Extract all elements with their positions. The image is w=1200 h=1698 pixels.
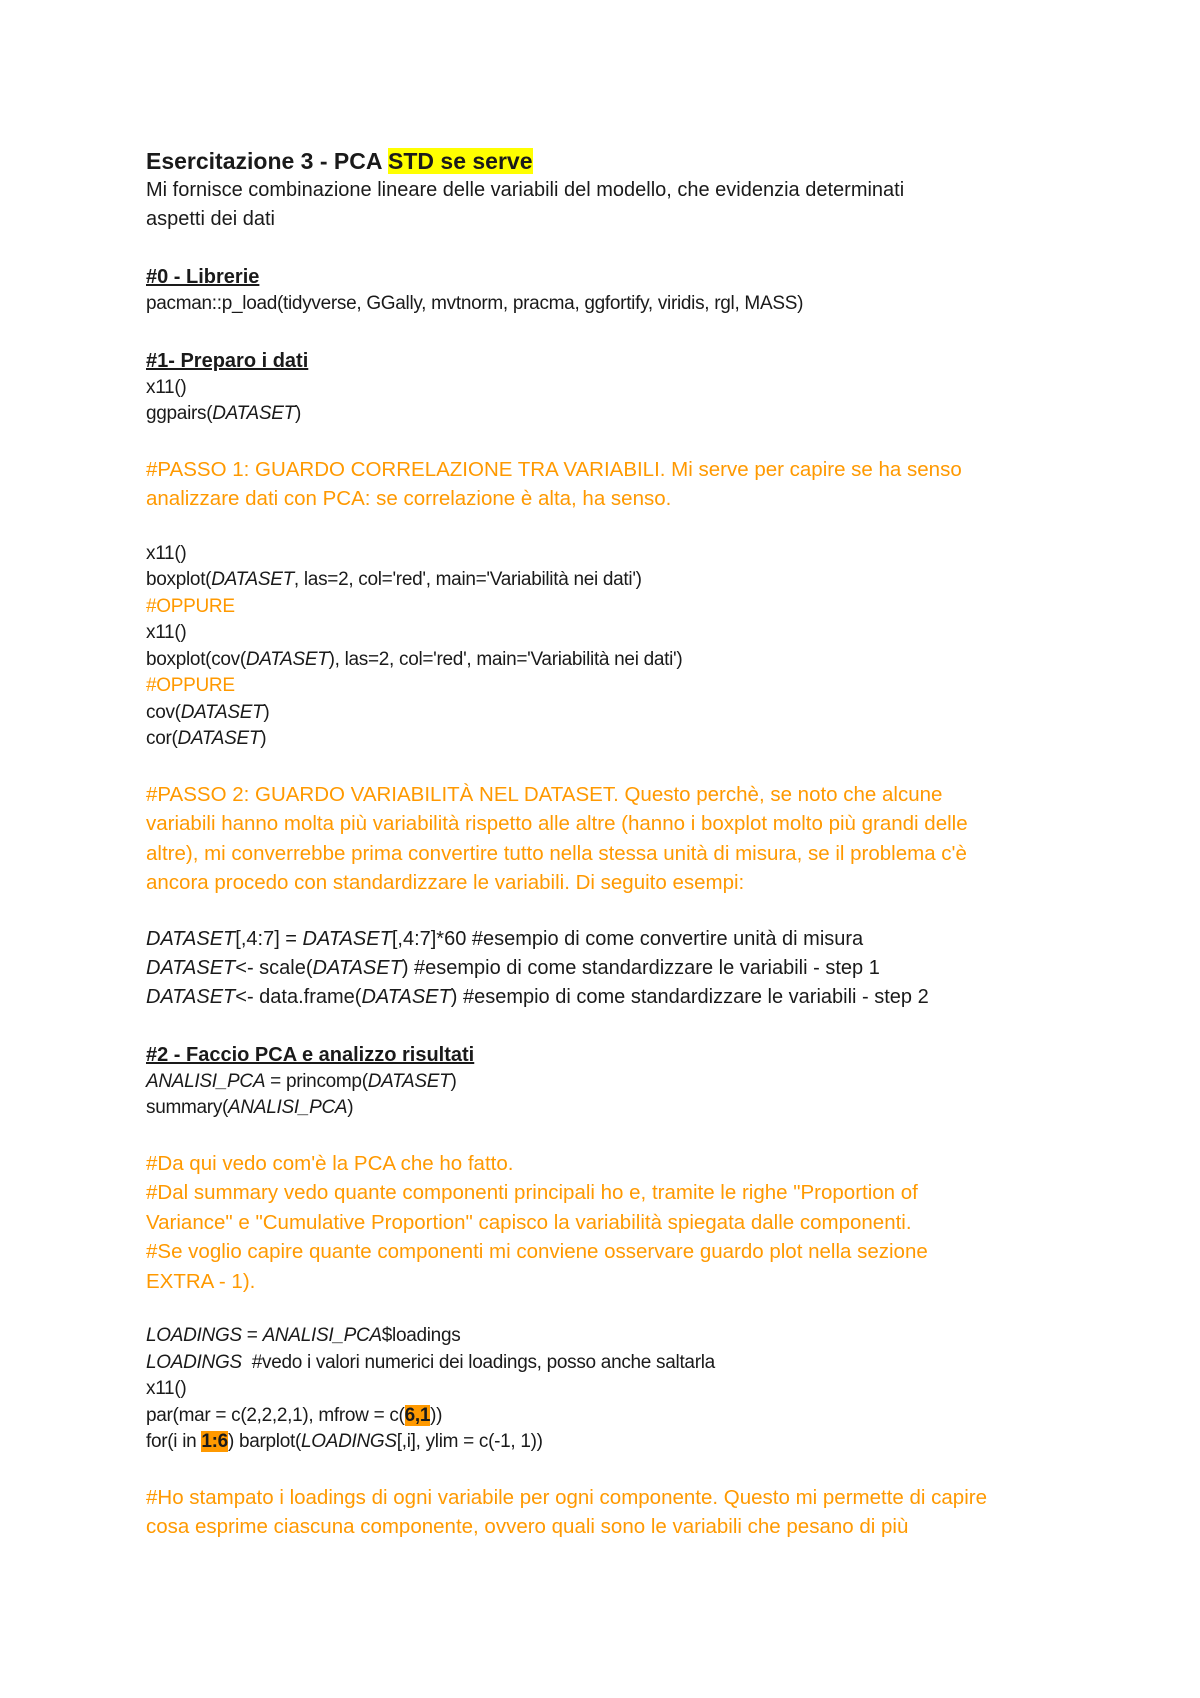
- code-variable: DATASET: [212, 403, 295, 424]
- code-line: x11(): [146, 376, 187, 398]
- code-fragment: [,4:7] =: [235, 927, 303, 950]
- intro-line-2: aspetti dei dati: [146, 208, 275, 230]
- code-fragment: <- scale(: [235, 956, 313, 979]
- code-fragment: , las=2, col='red', main='Variabilità nei dati'): [293, 569, 642, 590]
- section-0-heading: #0 - Librerie: [146, 266, 260, 288]
- code-line: [146, 1095, 1086, 1122]
- step-2-comment-line: #PASSO 2: GUARDO VARIABILITÀ NEL DATASET. Questo perchè, se noto che alcune: [146, 782, 943, 806]
- step-1-comment-line: analizzare dati con PCA: se correlazione è alta, ha senso.: [146, 487, 672, 510]
- document-page: [146, 146, 1086, 1542]
- code-variable: DATASET: [302, 927, 392, 950]
- code-variable: DATASET: [177, 728, 261, 749]
- code-fragment: ), las=2, col='red', main='Variabilità nei dati'): [328, 648, 683, 670]
- code-variable: DATASET: [146, 985, 236, 1008]
- loadings-note-line: #Ho stampato i loadings di ogni variabile per ogni componente. Questo mi permette di capire: [146, 1485, 987, 1509]
- highlighted-value: 6,1: [404, 1404, 431, 1426]
- code-line: [146, 1350, 1086, 1377]
- code-fragment: [,i], ylim = c(-1, 1)): [396, 1431, 543, 1452]
- code-fragment: <- data.frame(: [235, 985, 362, 1008]
- code-fragment: ): [450, 1070, 457, 1092]
- example-line: [146, 925, 1086, 954]
- highlighted-value: 1:6: [201, 1431, 228, 1452]
- code-fragment: =: [241, 1325, 263, 1346]
- code-fragment: ): [294, 403, 301, 424]
- loadings-note-line: cosa esprime ciascuna componente, ovvero quali sono le variabili che pesano di più: [146, 1515, 909, 1538]
- pca-note-line: Variance" e "Cumulative Proportion" capisco la variabilità spiegata dalle componenti.: [146, 1210, 912, 1234]
- code-variable: DATASET: [245, 648, 329, 670]
- oppure-comment: #OPPURE: [146, 595, 235, 617]
- code-line: [146, 567, 1086, 594]
- code-line: [146, 1403, 1086, 1430]
- intro-line-1: Mi fornisce combinazione lineare delle variabili del modello, che evidenzia determinati: [146, 179, 905, 201]
- code-line: x11(): [146, 542, 187, 564]
- title-main: Esercitazione 3 - PCA: [146, 148, 389, 174]
- code-variable: ANALISI_PCA: [146, 1070, 266, 1092]
- code-line: [146, 1323, 1086, 1350]
- code-fragment: #vedo i valori numerici dei loadings, posso anche saltarla: [241, 1351, 715, 1373]
- code-fragment: $loadings: [381, 1325, 461, 1346]
- code-fragment: ): [347, 1097, 354, 1118]
- code-fragment: ): [260, 728, 267, 749]
- code-line: [146, 401, 1086, 428]
- code-fragment: ggpairs(: [146, 403, 213, 424]
- document-title: [146, 146, 1086, 176]
- section-1-heading: #1- Preparo i dati: [146, 349, 309, 372]
- code-variable: DATASET: [180, 701, 264, 723]
- code-fragment: ) #esempio di come standardizzare le variabili - step 2: [450, 985, 929, 1008]
- title-highlight: STD se serve: [388, 148, 533, 174]
- step-2-comment-line: variabili hanno molta più variabilità rispetto alle altre (hanno i boxplot molto più grandi delle: [146, 812, 968, 835]
- code-line: [146, 1429, 1086, 1456]
- pca-note-line: #Da qui vedo com'è la PCA che ho fatto.: [146, 1151, 514, 1175]
- pca-note-line: EXTRA - 1).: [146, 1269, 256, 1293]
- step-2-comment-line: altre), mi converrebbe prima convertire tutto nella stessa unità di misura, se il problema c'è: [146, 841, 967, 865]
- code-line: x11(): [146, 1378, 187, 1399]
- code-variable: DATASET: [146, 956, 236, 979]
- step-1-comment-line: #PASSO 1: GUARDO CORRELAZIONE TRA VARIABILI. Mi serve per capire se ha senso: [146, 457, 962, 481]
- code-fragment: ) #esempio di come standardizzare le variabili - step 1: [401, 956, 880, 979]
- code-variable: DATASET: [146, 927, 236, 950]
- code-variable: LOADINGS: [146, 1351, 242, 1373]
- code-variable: ANALISI_PCA: [262, 1325, 382, 1346]
- code-fragment: )): [430, 1404, 443, 1426]
- code-fragment: summary(: [146, 1097, 229, 1118]
- code-fragment: for(i in: [146, 1431, 202, 1452]
- example-line: [146, 983, 1086, 1012]
- code-line: [146, 700, 1086, 727]
- code-fragment: cov(: [146, 701, 181, 723]
- section-0-code: pacman::p_load(tidyverse, GGally, mvtnorm, pracma, ggfortify, viridis, rgl, MASS): [146, 293, 804, 314]
- section-2-heading: #2 - Faccio PCA e analizzo risultati: [146, 1043, 475, 1066]
- code-fragment: par(mar = c(2,2,2,1), mfrow = c(: [146, 1404, 405, 1426]
- code-variable: DATASET: [367, 1070, 451, 1092]
- pca-note-line: #Dal summary vedo quante componenti principali ho e, tramite le righe "Proportion of: [146, 1181, 918, 1204]
- code-variable: LOADINGS: [146, 1325, 242, 1346]
- code-fragment: ) barplot(: [227, 1431, 301, 1452]
- pca-note-line: #Se voglio capire quante componenti mi conviene osservare guardo plot nella sezione: [146, 1240, 928, 1263]
- code-variable: DATASET: [312, 956, 402, 979]
- code-line: [146, 726, 1086, 753]
- code-line: [146, 647, 1086, 674]
- example-line: [146, 954, 1086, 983]
- oppure-comment: #OPPURE: [146, 675, 235, 696]
- code-fragment: [,4:7]*60 #esempio di come convertire unità di misura: [391, 927, 864, 950]
- code-line: [146, 1069, 1086, 1096]
- code-fragment: ): [263, 701, 270, 723]
- code-variable: ANALISI_PCA: [228, 1097, 348, 1118]
- code-fragment: boxplot(: [146, 569, 212, 590]
- code-fragment: cor(: [146, 728, 178, 749]
- code-fragment: = princomp(: [265, 1070, 368, 1092]
- step-2-comment-line: ancora procedo con standardizzare le variabili. Di seguito esempi:: [146, 871, 745, 894]
- code-fragment: boxplot(cov(: [146, 648, 246, 670]
- code-variable: LOADINGS: [300, 1431, 397, 1452]
- code-variable: DATASET: [211, 569, 294, 590]
- code-variable: DATASET: [361, 985, 451, 1008]
- code-line: x11(): [146, 622, 187, 643]
